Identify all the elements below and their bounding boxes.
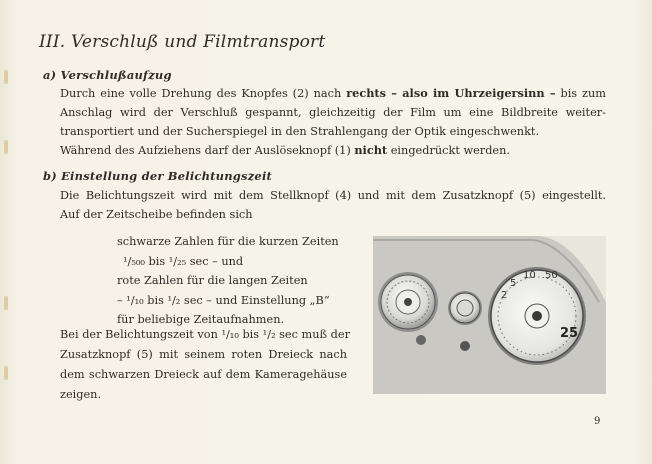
subsection-heading-b: b) Einstellung der Belichtungszeit [43,169,273,183]
figure-caption [60,325,350,405]
time-scale-list [117,232,339,330]
list-line: ¹/₅₀₀ bis ¹/₂₅ sec – und [123,254,244,268]
screw [416,335,426,345]
list-line: rote Zahlen für die langen Zeiten [117,274,308,287]
binding-mark [4,140,8,154]
text-line: Durch eine volle Drehung des Knopfes (2) nach rechts – also im Uhrzeigersinn – bis zum [60,86,606,100]
dial-number: 50 [545,270,558,281]
caption-line: dem schwarzen Dreieck auf dem Kameragehäuse [60,368,347,381]
binding-mark [4,296,8,310]
binding-mark [4,366,8,380]
caption-line: zeigen. [60,388,102,401]
dial-number: 5 [510,278,517,289]
page-number: 9 [594,416,601,427]
list-line: – ¹/₁₀ bis ¹/₂ sec – und Einstellung „B“ [117,293,330,307]
text-line: Auf der Zeitscheibe befinden sich [60,208,253,221]
paragraph-shutter-winding [60,84,606,160]
text-line: Während des Aufziehens darf der Auslöseknopf (1) nicht eingedrückt werden. [60,143,510,157]
text-line: Die Belichtungszeit wird mit dem Stellknopf (4) und mit dem Zusatzknopf (5) eingestellt. [60,189,606,202]
list-line: schwarze Zahlen für die kurzen Zeiten [117,235,339,248]
binding-mark [4,70,8,84]
caption-line: Zusatzknopf (5) mit seinem roten Dreieck nach [60,348,347,361]
shutter-speed-dial [488,267,586,365]
caption-line: Bei der Belichtungszeit von ¹/₁₀ bis ¹/₂ sec muß der [60,328,350,341]
screw [460,341,470,351]
dial-number: 2 [501,290,508,301]
text-line: Anschlag wird der Verschluß gespannt, gleichzeitig der Film um eine Bildbreite weiter- [60,106,606,119]
front-knob [448,291,482,325]
list-line: für beliebige Zeitaufnahmen. [117,313,285,326]
dial-number: 10 [523,270,536,281]
small-knob [378,272,438,332]
camera-dial-photo [373,236,606,394]
paragraph-exposure-time [60,186,606,224]
dial-number: 25 [560,326,579,341]
text-line: transportiert und der Sucherspiegel in den Strahlengang der Optik eingeschwenkt. [60,125,540,138]
subsection-heading-a: a) Verschlußaufzug [43,68,172,82]
section-title: III. Verschluß und Filmtransport [39,32,326,52]
